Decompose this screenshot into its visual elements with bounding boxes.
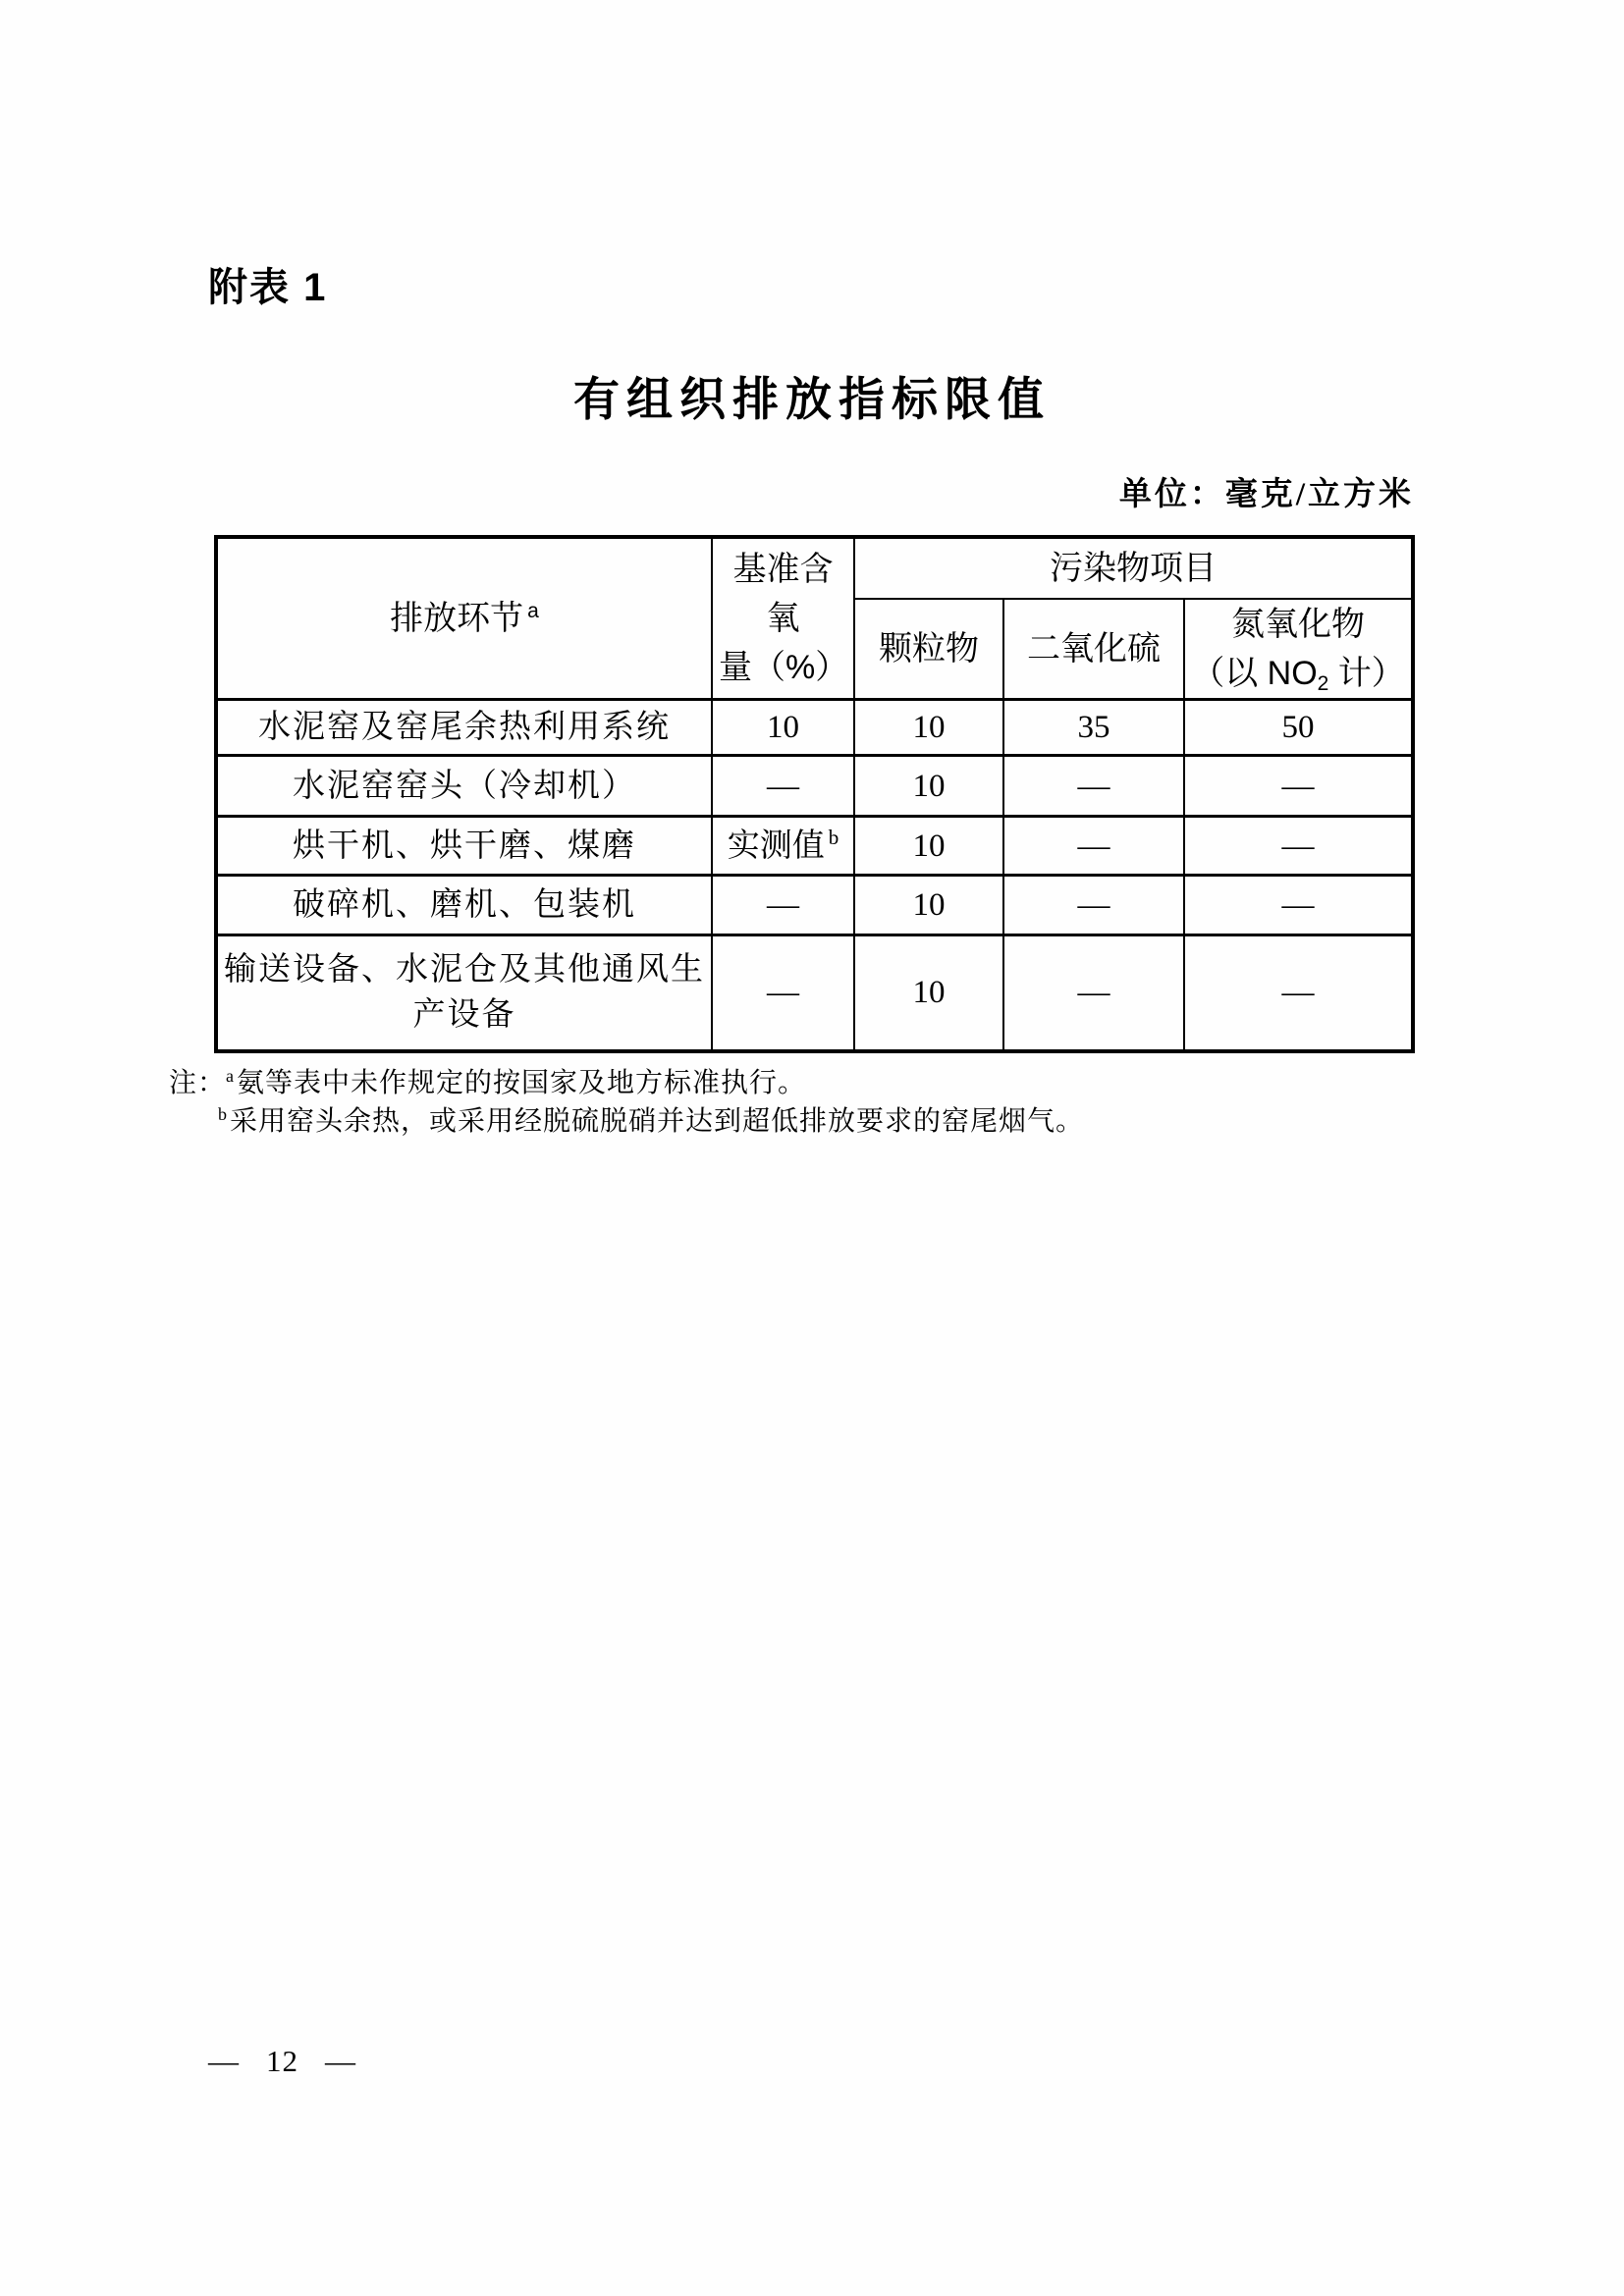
header-stage-footnote-mark: a (527, 599, 539, 622)
header-pollutants-group: 污染物项目 (854, 537, 1413, 599)
header-nox-line1: 氮氧化物 (1231, 606, 1366, 643)
header-oxygen-line2: 量（%） (719, 649, 849, 686)
note-a-mark: a (226, 1065, 236, 1086)
header-pm: 颗粒物 (854, 599, 1003, 700)
note-prefix: 注： (169, 1068, 227, 1098)
cell-oxygen (712, 817, 854, 876)
header-nox-line2-pre: （以 NO (1191, 655, 1318, 692)
table-header-row-1 (216, 537, 1413, 599)
cell-pm: 10 (854, 756, 1003, 817)
cell-oxygen-footnote-mark: b (828, 825, 839, 849)
note-b-mark: b (218, 1103, 228, 1124)
cell-nox: — (1184, 817, 1413, 876)
cell-oxygen: 10 (712, 700, 854, 756)
cell-oxygen: — (712, 876, 854, 935)
table-row (216, 876, 1413, 935)
cell-pm: 10 (854, 700, 1003, 756)
header-nox-subscript: 2 (1317, 672, 1329, 695)
cell-so2: — (1003, 756, 1184, 817)
table-notes (169, 1064, 1426, 1141)
page-number-dash-left: — (208, 2044, 240, 2078)
header-nox (1184, 599, 1413, 700)
note-a (169, 1064, 1426, 1102)
cell-nox: 50 (1184, 700, 1413, 756)
header-nox-line2-post: 计） (1328, 655, 1405, 692)
header-oxygen (712, 537, 854, 700)
emission-limits-table (214, 535, 1415, 1053)
cell-pm: 10 (854, 817, 1003, 876)
page-number (208, 2044, 356, 2079)
cell-stage: 水泥窑窑头（冷却机） (216, 756, 712, 817)
cell-so2: — (1003, 935, 1184, 1051)
cell-so2: 35 (1003, 700, 1184, 756)
page-number-value: 12 (266, 2044, 298, 2078)
header-stage (216, 537, 712, 700)
table-row (216, 935, 1413, 1051)
page-title: 有组织排放指标限值 (573, 373, 1051, 425)
cell-oxygen: — (712, 935, 854, 1051)
note-a-text: 氨等表中未作规定的按国家及地方标准执行。 (237, 1068, 807, 1098)
table-row (216, 817, 1413, 876)
header-nox-line2 (1191, 649, 1405, 698)
cell-pm: 10 (854, 876, 1003, 935)
table-row (216, 756, 1413, 817)
cell-stage: 输送设备、水泥仓及其他通风生产设备 (216, 935, 712, 1051)
header-so2: 二氧化硫 (1003, 599, 1184, 700)
unit-label: 单位：毫克/立方米 (1118, 477, 1414, 512)
cell-stage: 烘干机、烘干磨、煤磨 (216, 817, 712, 876)
cell-so2: — (1003, 817, 1184, 876)
cell-oxygen-text: 实测值 (727, 828, 825, 864)
cell-nox: — (1184, 756, 1413, 817)
cell-so2: — (1003, 876, 1184, 935)
header-oxygen-line1: 基准含氧 (732, 551, 834, 637)
cell-nox: — (1184, 935, 1413, 1051)
header-stage-text: 排放环节 (390, 600, 524, 637)
cell-nox: — (1184, 876, 1413, 935)
cell-oxygen: — (712, 756, 854, 817)
table-row (216, 700, 1413, 756)
note-b-text: 采用窑头余热，或采用经脱硫脱硝并达到超低排放要求的窑尾烟气。 (230, 1106, 1085, 1137)
cell-stage: 破碎机、磨机、包装机 (216, 876, 712, 935)
page-number-dash-right: — (325, 2044, 356, 2078)
cell-stage: 水泥窑及窑尾余热利用系统 (216, 700, 712, 756)
cell-pm: 10 (854, 935, 1003, 1051)
note-b (218, 1102, 1426, 1141)
appendix-label: 附表 1 (208, 266, 328, 309)
